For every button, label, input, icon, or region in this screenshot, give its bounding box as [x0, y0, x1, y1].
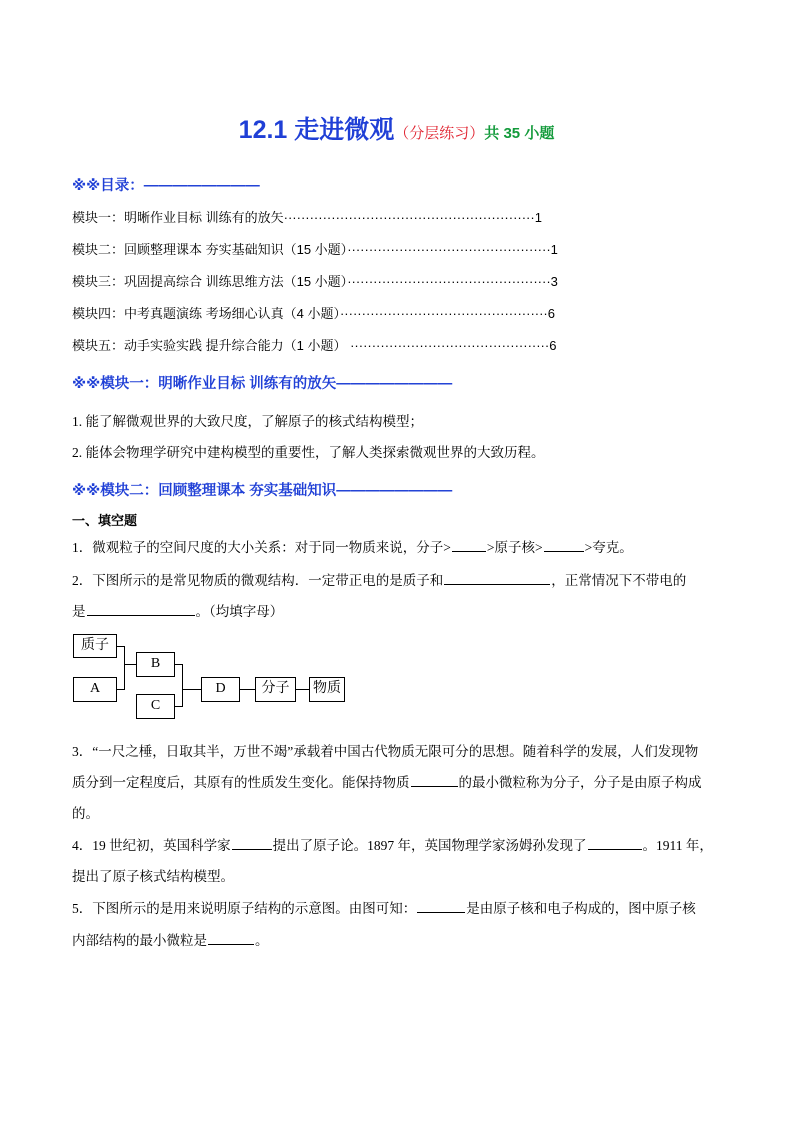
question-3-cont [72, 771, 702, 791]
q1-text-c: >夸克。 [584, 540, 633, 555]
toc-leader: ·························································· [283, 210, 535, 225]
q3-text-c: 的最小微粒称为分子，分子是由原子构成 [458, 775, 702, 790]
toc-page: 1 [534, 210, 542, 225]
toc-item-label: 模块一：明晰作业目标 训练有的放矢 [72, 210, 284, 225]
toc-leader: ················································ [339, 306, 548, 321]
answer-blank[interactable] [411, 772, 458, 787]
question-4 [72, 834, 713, 854]
toc-item-label: 模块四：中考真题演练 考场细心认真（4 小题） [72, 306, 340, 321]
goal-item: 1. 能了解微观世界的大致尺度，了解原子的核式结构模型； [72, 414, 423, 429]
q2-text-d: 。（均填字母） [195, 604, 284, 619]
q2-text-b: ，正常情况下不带电的 [551, 573, 687, 588]
q4-text-c: 。1911 年， [642, 838, 713, 853]
title-main: 12.1 走进微观 [238, 116, 395, 144]
title-count: 共 35 小题 [484, 125, 555, 142]
answer-blank[interactable] [452, 537, 486, 552]
toc-item-label: 模块三：巩固提高综合 训练思维方法（15 小题） [72, 274, 348, 289]
answer-blank[interactable] [588, 835, 642, 850]
connector-line [296, 689, 309, 690]
diagram-box-proton: 质子 [73, 634, 117, 658]
module1-heading: ※※模块一：明晰作业目标 训练有的放矢———————— [72, 376, 453, 392]
question-5-cont [72, 929, 269, 949]
goal-item: 2. 能体会物理学研究中建构模型的重要性，了解人类探索微观世界的大致历程。 [72, 445, 545, 460]
q3-text-b: 质分到一定程度后，其原有的性质发生变化。能保持物质 [72, 775, 410, 790]
question-2 [72, 569, 686, 589]
question-2-cont [72, 600, 283, 620]
toc-item[interactable] [72, 239, 558, 258]
connector-line [124, 646, 125, 690]
diagram-box-c: C [136, 694, 175, 719]
toc-page: 6 [549, 338, 557, 353]
toc-item[interactable] [72, 271, 558, 290]
toc-item-label: 模块二：回顾整理课本 夯实基础知识（15 小题） [72, 242, 348, 257]
section-title: 一、填空题 [72, 513, 138, 528]
toc-page: 6 [547, 306, 555, 321]
answer-blank[interactable] [417, 898, 465, 913]
toc-page: 3 [550, 274, 558, 289]
connector-line [182, 664, 183, 707]
q5-text-d: 。 [255, 933, 269, 948]
question-4-cont: 提出了原子核式结构模型。 [72, 869, 234, 884]
q1-text-b: >原子核> [486, 540, 543, 555]
toc-heading: ※※目录：———————— [72, 178, 260, 194]
connector-line [124, 664, 136, 665]
q5-text-c: 内部结构的最小微粒是 [72, 933, 207, 948]
diagram-box-matter: 物质 [309, 677, 345, 702]
toc-item[interactable] [72, 207, 542, 226]
title-sub: （分层练习） [394, 125, 485, 142]
question-3: 3．“一尺之棰，日取其半，万世不竭”承载着中国古代物质无限可分的思想。随着科学的发展，人们发现物 [72, 744, 699, 759]
toc-leader: ··············································· [347, 242, 551, 257]
toc-item[interactable] [72, 303, 555, 322]
q1-text-a: 1．微观粒子的空间尺度的大小关系：对于同一物质来说，分子> [72, 540, 451, 555]
module2-heading: ※※模块二：回顾整理课本 夯实基础知识———————— [72, 483, 453, 499]
q2-text-a: 2．下图所示的是常见物质的微观结构．一定带正电的是质子和 [72, 573, 444, 588]
q5-text-b: 是由原子核和电子构成的，图中原子核 [466, 901, 696, 916]
toc-leader: ·············································· [346, 338, 550, 353]
answer-blank[interactable] [208, 930, 254, 945]
toc-page: 1 [550, 242, 558, 257]
diagram-box-a: A [73, 677, 117, 702]
answer-blank[interactable] [232, 835, 272, 850]
connector-line [240, 689, 255, 690]
toc-item[interactable] [72, 335, 556, 354]
question-1 [72, 536, 633, 556]
question-3-end: 的。 [72, 806, 99, 821]
answer-blank[interactable] [87, 601, 195, 616]
answer-blank[interactable] [544, 537, 584, 552]
question-5 [72, 897, 696, 917]
page-title [0, 113, 793, 151]
diagram-box-b: B [136, 652, 175, 677]
diagram-box-d: D [201, 677, 240, 702]
answer-blank[interactable] [444, 570, 550, 585]
connector-line [182, 689, 201, 690]
q2-text-c: 是 [72, 604, 86, 619]
toc-item-label: 模块五：动手实验实践 提升综合能力（1 小题） [72, 338, 347, 353]
q5-text-a: 5．下图所示的是用来说明原子结构的示意图。由图可知： [72, 901, 417, 916]
q4-text-b: 提出了原子论。1897 年，英国物理学家汤姆孙发现了 [272, 838, 587, 853]
q4-text-a: 4．19 世纪初，英国科学家 [72, 838, 231, 853]
toc-leader: ··············································· [347, 274, 551, 289]
diagram-box-molecule: 分子 [255, 677, 296, 702]
